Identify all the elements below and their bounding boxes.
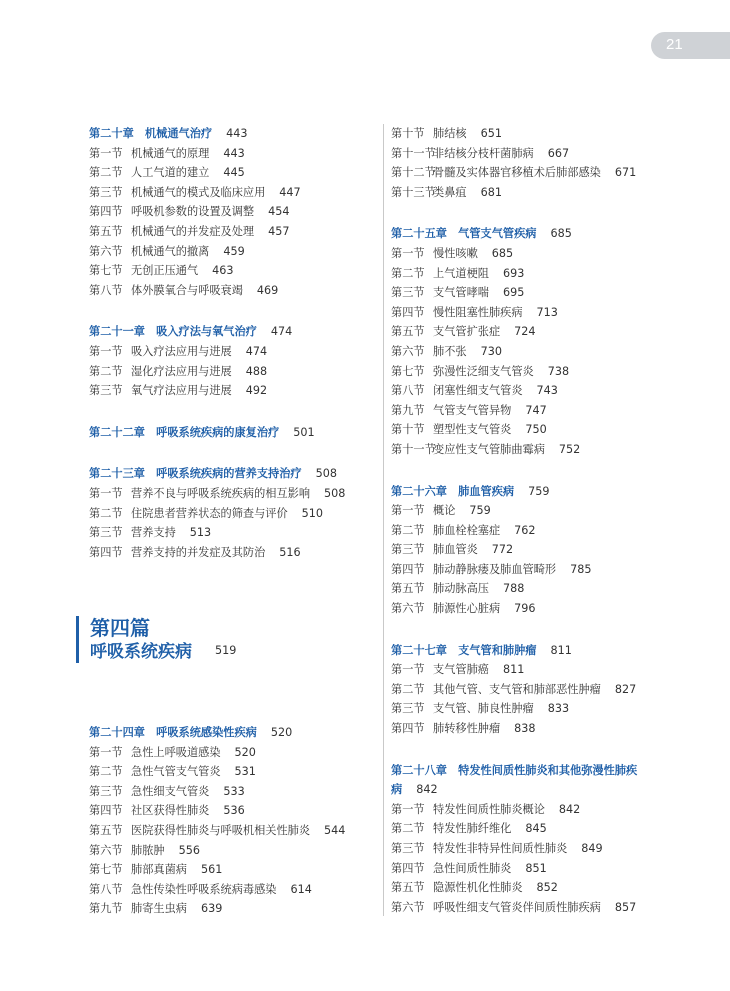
section-title: 支气管肺癌	[433, 663, 489, 677]
section-page: 724	[514, 325, 536, 339]
section-entry	[89, 782, 379, 802]
section-page: 785	[570, 562, 592, 576]
section-entry	[391, 819, 691, 839]
section-page: 516	[279, 545, 301, 559]
section-number: 第四节	[391, 861, 425, 875]
section-title: 机械通气的并发症及处理	[131, 224, 255, 238]
section-title: 隐源性机化性肺炎	[433, 881, 523, 895]
section-title: 呼吸性细支气管炎伴间质性肺疾病	[433, 900, 601, 914]
section-page: 469	[256, 283, 279, 297]
section-title: 肺转移性肿瘤	[433, 722, 501, 736]
section-page: 671	[614, 166, 637, 180]
section-title: 营养支持	[131, 526, 176, 540]
section-title: 机械通气的原理	[131, 146, 210, 160]
section-number: 第四节	[89, 545, 123, 559]
section-entry	[89, 484, 379, 504]
chapter-title: 第二十五章 气管支气管疾病	[391, 227, 537, 241]
section-page: 561	[200, 863, 223, 877]
section-number: 第十节	[391, 127, 425, 140]
spacer	[391, 460, 691, 482]
section-number: 第十一节	[391, 146, 436, 160]
section-number: 第二节	[89, 765, 123, 779]
section-entry	[391, 322, 691, 342]
section-page: 730	[480, 344, 502, 358]
section-page: 447	[279, 185, 301, 199]
section-entry	[391, 440, 691, 460]
chapter-title: 第二十四章 呼吸系统感染性疾病	[89, 726, 257, 739]
section-entry	[89, 281, 379, 301]
section-page: 713	[536, 305, 558, 319]
section-number: 第一节	[89, 745, 123, 759]
section-page: 750	[525, 423, 547, 437]
section-entry	[391, 381, 691, 401]
chapter-heading	[391, 224, 691, 244]
section-title: 肺血管炎	[433, 543, 478, 557]
chapter-heading	[89, 322, 379, 342]
section-entry	[89, 381, 379, 401]
spacer	[89, 401, 379, 423]
section-entry	[391, 599, 691, 619]
section-number: 第一节	[391, 246, 425, 260]
section-page: 845	[525, 822, 547, 836]
section-number: 第四节	[391, 562, 425, 576]
chapter-heading	[391, 761, 646, 800]
section-page: 811	[502, 663, 525, 677]
chapter-title: 第二十章 机械通气治疗	[89, 127, 213, 140]
section-entry	[89, 821, 379, 841]
section-entry	[89, 222, 379, 242]
chapter-title: 第二十六章 肺血管疾病	[391, 484, 515, 498]
section-page: 443	[223, 146, 245, 160]
section-page: 833	[547, 702, 570, 716]
section-number: 第五节	[391, 325, 425, 339]
section-number: 第一节	[391, 504, 425, 518]
section-page: 556	[178, 843, 200, 857]
toc-left-column	[89, 124, 379, 562]
section-entry	[391, 898, 691, 918]
section-page: 667	[547, 146, 570, 160]
section-entry	[391, 878, 691, 898]
spacer	[89, 442, 379, 464]
chapter-heading	[89, 723, 379, 743]
section-entry	[89, 899, 379, 919]
part-page-number: 519	[215, 644, 237, 657]
section-page: 759	[469, 504, 491, 518]
section-title: 类鼻疽	[433, 185, 467, 199]
section-number: 第十节	[391, 423, 425, 437]
section-entry	[391, 839, 691, 859]
section-number: 第三节	[391, 543, 425, 557]
section-title: 吸入疗法应用与进展	[131, 344, 232, 358]
chapter-heading	[89, 464, 379, 484]
section-title: 特发性非特异性间质性肺炎	[433, 842, 568, 855]
section-entry	[391, 719, 691, 739]
section-page: 857	[614, 900, 637, 914]
section-number: 第五节	[391, 582, 425, 596]
section-page: 520	[234, 745, 256, 759]
section-title: 肺源性心脏病	[433, 602, 501, 616]
section-page: 743	[536, 384, 558, 398]
section-entry	[391, 420, 691, 440]
toc-left-bottom	[89, 723, 379, 919]
section-entry	[89, 743, 379, 763]
section-number: 第三节	[391, 842, 425, 855]
section-entry	[89, 880, 379, 900]
section-title: 湿化疗法应用与进展	[131, 364, 232, 378]
chapter-page: 508	[315, 467, 337, 481]
section-number: 第一节	[89, 344, 123, 358]
section-title: 变应性支气管肺曲霉病	[433, 442, 545, 456]
section-number: 第六节	[391, 900, 425, 914]
section-title: 其他气管、支气管和肺部恶性肿瘤	[433, 682, 601, 696]
section-entry	[391, 401, 691, 421]
section-entry	[89, 860, 379, 880]
page-number-tab	[651, 32, 730, 59]
section-number: 第四节	[391, 305, 425, 319]
section-page: 457	[268, 224, 290, 238]
chapter-page: 501	[293, 425, 315, 439]
section-number: 第二节	[391, 266, 425, 280]
section-number: 第一节	[391, 802, 425, 816]
section-title: 非结核分枝杆菌肺病	[433, 146, 534, 160]
section-number: 第五节	[391, 881, 425, 895]
section-title: 急性气管支气管炎	[131, 765, 221, 779]
section-entry	[391, 699, 691, 719]
section-number: 第一节	[89, 486, 123, 500]
section-entry	[89, 504, 379, 524]
section-title: 上气道梗阻	[433, 266, 489, 280]
chapter-title: 第二十七章 支气管和肺肿瘤	[391, 643, 537, 657]
section-title: 机械通气的模式及临床应用	[131, 185, 266, 199]
section-title: 急性间质性肺炎	[433, 861, 512, 875]
section-page: 531	[234, 765, 256, 779]
spacer	[391, 619, 691, 641]
section-entry	[391, 579, 691, 599]
section-entry	[89, 523, 379, 543]
section-number: 第十三节	[391, 185, 436, 199]
section-title: 弥漫性泛细支气管炎	[433, 364, 534, 378]
section-page: 651	[480, 127, 502, 140]
section-title: 肺动静脉瘘及肺血管畸形	[433, 562, 557, 576]
section-number: 第二节	[89, 506, 123, 520]
section-page: 747	[525, 403, 547, 417]
section-title: 无创正压通气	[131, 264, 199, 278]
section-number: 第二节	[89, 166, 123, 180]
section-page: 849	[581, 842, 603, 855]
section-title: 肺寄生虫病	[131, 902, 187, 916]
section-title: 气管支气管异物	[433, 403, 512, 417]
section-title: 急性细支气管炎	[131, 784, 210, 798]
section-title: 概论	[433, 504, 456, 518]
section-title: 机械通气的撤离	[131, 244, 210, 258]
section-title: 急性上呼吸道感染	[131, 745, 221, 759]
part-title: 第四篇	[90, 616, 150, 640]
section-entry	[391, 342, 691, 362]
section-page: 510	[301, 506, 323, 520]
section-number: 第七节	[391, 364, 425, 378]
section-page: 513	[189, 526, 212, 540]
section-title: 特发性肺纤维化	[433, 822, 512, 836]
section-number: 第三节	[391, 286, 425, 300]
page-number: 21	[666, 36, 683, 53]
section-number: 第二节	[391, 682, 425, 696]
section-page: 796	[514, 602, 536, 616]
section-title: 塑型性支气管炎	[433, 423, 512, 437]
section-entry	[89, 762, 379, 782]
toc-right-column	[391, 124, 691, 917]
section-number: 第八节	[89, 283, 123, 297]
section-page: 544	[324, 823, 346, 837]
chapter-page: 842	[416, 783, 438, 797]
chapter-title: 第二十八章 特发性间质性肺炎和其他弥漫性肺疾病	[391, 763, 638, 797]
section-number: 第四节	[391, 722, 425, 736]
section-entry	[391, 124, 691, 144]
section-number: 第三节	[89, 526, 123, 540]
section-number: 第四节	[89, 205, 123, 219]
section-entry	[391, 560, 691, 580]
section-number: 第十二节	[391, 166, 436, 180]
section-entry	[89, 801, 379, 821]
section-title: 体外膜氧合与呼吸衰竭	[131, 283, 243, 297]
section-number: 第八节	[89, 882, 123, 896]
section-entry	[391, 283, 691, 303]
section-page: 533	[223, 784, 245, 798]
section-entry	[89, 362, 379, 382]
section-entry	[89, 841, 379, 861]
section-title: 营养不良与呼吸系统疾病的相互影响	[131, 486, 311, 500]
section-title: 肺结核	[433, 127, 467, 140]
section-number: 第三节	[89, 185, 123, 199]
column-divider	[383, 124, 384, 916]
section-entry	[391, 859, 691, 879]
section-page: 772	[491, 543, 514, 557]
section-entry	[391, 540, 691, 560]
section-page: 459	[223, 244, 245, 258]
section-entry	[391, 800, 691, 820]
section-page: 508	[324, 486, 346, 500]
section-page: 752	[558, 442, 581, 456]
section-page: 695	[502, 286, 525, 300]
part-accent-bar	[76, 616, 79, 663]
section-page: 685	[491, 246, 514, 260]
spacer	[391, 739, 691, 761]
section-entry	[391, 660, 691, 680]
chapter-title: 第二十一章 吸入疗法与氧气治疗	[89, 325, 257, 339]
section-entry	[89, 144, 379, 164]
section-page: 851	[525, 861, 547, 875]
section-title: 肺脓肿	[131, 843, 165, 857]
section-page: 454	[268, 205, 290, 219]
section-number: 第八节	[391, 384, 425, 398]
section-entry	[391, 362, 691, 382]
section-number: 第一节	[391, 663, 425, 677]
chapter-page: 474	[270, 325, 293, 339]
section-page: 681	[480, 185, 502, 199]
section-entry	[391, 303, 691, 323]
section-entry	[89, 242, 379, 262]
section-number: 第七节	[89, 264, 123, 278]
chapter-heading	[391, 482, 691, 502]
section-entry	[89, 543, 379, 563]
section-page: 852	[536, 881, 558, 895]
section-number: 第二节	[89, 364, 123, 378]
chapter-heading	[391, 641, 691, 661]
section-entry	[391, 264, 691, 284]
section-entry	[391, 680, 691, 700]
chapter-page: 443	[226, 127, 248, 140]
section-page: 463	[212, 264, 234, 278]
section-title: 特发性间质性肺炎概论	[433, 802, 545, 816]
section-page: 445	[223, 166, 245, 180]
section-title: 社区获得性肺炎	[131, 804, 210, 818]
section-number: 第五节	[89, 823, 123, 837]
section-page: 842	[558, 802, 581, 816]
section-entry	[391, 183, 691, 203]
section-number: 第六节	[89, 843, 123, 857]
section-title: 住院患者营养状态的筛查与评价	[131, 506, 288, 520]
section-page: 474	[245, 344, 268, 358]
section-entry	[391, 521, 691, 541]
section-title: 骨髓及实体器官移植术后肺部感染	[433, 166, 601, 180]
section-title: 肺不张	[433, 344, 467, 358]
section-title: 肺部真菌病	[131, 863, 187, 877]
section-number: 第七节	[89, 863, 123, 877]
section-title: 医院获得性肺炎与呼吸机相关性肺炎	[131, 823, 311, 837]
section-page: 492	[245, 384, 268, 398]
chapter-heading	[89, 124, 379, 144]
section-title: 呼吸机参数的设置及调整	[131, 205, 255, 219]
section-page: 827	[614, 682, 637, 696]
section-page: 762	[514, 523, 536, 537]
section-title: 支气管扩张症	[433, 325, 501, 339]
section-number: 第五节	[89, 224, 123, 238]
section-number: 第六节	[391, 344, 425, 358]
section-page: 614	[290, 882, 312, 896]
section-entry	[391, 244, 691, 264]
chapter-page: 811	[550, 643, 572, 657]
section-title: 支气管哮喘	[433, 286, 489, 300]
section-number: 第四节	[89, 804, 123, 818]
section-page: 639	[200, 902, 223, 916]
section-number: 第三节	[391, 702, 425, 716]
section-title: 慢性阻塞性肺疾病	[433, 305, 523, 319]
section-entry	[391, 163, 691, 183]
section-title: 肺血栓栓塞症	[433, 523, 501, 537]
chapter-page: 520	[270, 726, 293, 739]
section-title: 闭塞性细支气管炎	[433, 384, 523, 398]
section-number: 第三节	[89, 384, 123, 398]
section-title: 氧气疗法应用与进展	[131, 384, 232, 398]
section-page: 838	[514, 722, 536, 736]
section-entry	[89, 342, 379, 362]
section-title: 急性传染性呼吸系统病毒感染	[131, 882, 277, 896]
section-page: 788	[502, 582, 525, 596]
section-entry	[89, 183, 379, 203]
spacer	[89, 300, 379, 322]
section-entry	[89, 261, 379, 281]
section-number: 第九节	[89, 902, 123, 916]
chapter-heading	[89, 423, 379, 443]
section-number: 第三节	[89, 784, 123, 798]
section-title: 人工气道的建立	[131, 166, 210, 180]
chapter-page: 685	[550, 227, 572, 241]
section-number: 第二节	[391, 523, 425, 537]
section-number: 第六节	[89, 244, 123, 258]
section-page: 488	[245, 364, 268, 378]
section-title: 慢性咳嗽	[433, 246, 478, 260]
section-page: 536	[223, 804, 245, 818]
section-number: 第九节	[391, 403, 425, 417]
section-number: 第六节	[391, 602, 425, 616]
section-page: 693	[502, 266, 525, 280]
section-page: 738	[547, 364, 570, 378]
section-entry	[89, 163, 379, 183]
chapter-page: 759	[528, 484, 550, 498]
section-title: 肺动脉高压	[433, 582, 489, 596]
section-title: 营养支持的并发症及其防治	[131, 545, 266, 559]
section-number: 第一节	[89, 146, 123, 160]
section-entry	[89, 202, 379, 222]
part-subtitle: 呼吸系统疾病	[90, 642, 192, 662]
section-number: 第二节	[391, 822, 425, 836]
section-entry	[391, 144, 691, 164]
section-entry	[391, 501, 691, 521]
spacer	[391, 202, 691, 224]
chapter-title: 第二十三章 呼吸系统疾病的营养支持治疗	[89, 467, 302, 481]
section-number: 第十一节	[391, 442, 436, 456]
section-title: 支气管、肺良性肿瘤	[433, 702, 534, 716]
chapter-title: 第二十二章 呼吸系统疾病的康复治疗	[89, 425, 280, 439]
